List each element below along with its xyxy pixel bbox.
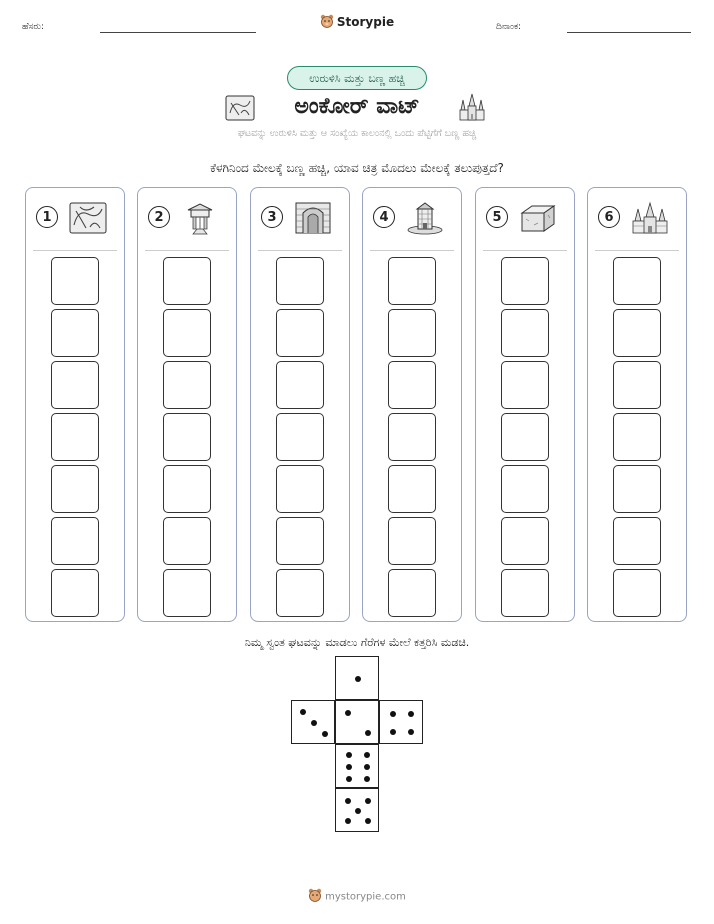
color-box[interactable] [163,361,211,409]
die-pip [311,720,317,726]
footer [0,888,714,905]
temple-gate-icon [180,201,220,235]
die-pip [365,818,371,824]
color-box[interactable] [388,361,436,409]
die-pip [390,729,396,735]
bear-mascot-icon [308,888,322,905]
column-number: 4 [373,206,395,228]
page-title: ಅಂಕೋರ್ ವಾಟ್ [294,94,420,119]
color-box[interactable] [276,309,324,357]
color-box[interactable] [388,517,436,565]
column-divider [33,250,117,251]
color-box[interactable] [613,569,661,617]
color-box[interactable] [51,257,99,305]
color-box[interactable] [613,257,661,305]
column-divider [370,250,454,251]
color-box[interactable] [51,569,99,617]
stone-block-icon [518,201,558,235]
column-2 [137,187,237,622]
color-box[interactable] [613,517,661,565]
color-box[interactable] [501,361,549,409]
carved-relief-icon [68,201,108,235]
subtitle: ಘಟವನ್ನು ಉರುಳಿಸಿ ಮತ್ತು ಆ ಸಂಖ್ಯೆಯ ಕಾಲಂನಲ್ಲಿ ಒಂದು ಪೆಟ್ಟಿಗೆಗೆ ಬಣ್ಣ ಹಚ್ಚಿ [237,128,477,139]
column-divider [595,250,679,251]
color-box[interactable] [163,309,211,357]
column-number: 5 [486,206,508,228]
brand-name: Storypie [336,15,395,29]
die-pip [365,730,371,736]
color-box[interactable] [501,517,549,565]
die-pip [365,798,371,804]
die-pip [346,752,352,758]
column-divider [145,250,229,251]
color-box[interactable] [163,569,211,617]
column-divider [483,250,567,251]
die-pip [346,776,352,782]
column-1 [25,187,125,622]
column-number: 1 [36,206,58,228]
color-box[interactable] [501,569,549,617]
die-pip [345,818,351,824]
die-pip [390,711,396,717]
color-box[interactable] [501,257,549,305]
color-box[interactable] [613,309,661,357]
color-box[interactable] [276,569,324,617]
die-pip [345,710,351,716]
color-box[interactable] [276,465,324,513]
color-box[interactable] [276,413,324,461]
die-pip [408,729,414,735]
column-6 [587,187,687,622]
color-box[interactable] [388,413,436,461]
date-line[interactable] [567,32,691,33]
die-pip [300,709,306,715]
color-box[interactable] [613,361,661,409]
date-label: ದಿನಾಂಕ: [496,22,522,32]
die-pip [364,776,370,782]
die-pip [408,711,414,717]
color-box[interactable] [276,257,324,305]
die-pip [355,676,361,682]
brand-logo [0,14,714,31]
stone-tower-icon [405,201,445,235]
stone-corridor-icon [293,201,333,235]
angkor-wat-temple-icon [457,92,487,122]
cut-instruction: ನಿಮ್ಮ ಸ್ವಂತ ಘಟವನ್ನು ಮಾಡಲು ಗೆರೆಗಳ ಮೇಲೆ ಕತ್ತರಿಸಿ ಮಡಚಿ. [244,636,470,649]
die-pip [364,764,370,770]
color-box[interactable] [51,517,99,565]
color-box[interactable] [51,309,99,357]
color-box[interactable] [163,465,211,513]
color-box[interactable] [613,413,661,461]
die-face-4 [379,700,423,744]
activity-badge: ಉರುಳಿಸಿ ಮತ್ತು ಬಣ್ಣ ಹಚ್ಚಿ [287,66,427,90]
die-face-2 [335,700,379,744]
color-box[interactable] [276,361,324,409]
color-box[interactable] [163,413,211,461]
color-box[interactable] [163,257,211,305]
color-box[interactable] [388,257,436,305]
die-pip [345,798,351,804]
color-box[interactable] [388,569,436,617]
die-face-1 [335,656,379,700]
color-box[interactable] [613,465,661,513]
column-4 [362,187,462,622]
column-number: 6 [598,206,620,228]
column-5 [475,187,575,622]
color-box[interactable] [276,517,324,565]
die-face-3 [291,700,335,744]
die-face-5 [335,788,379,832]
color-box[interactable] [388,465,436,513]
color-box[interactable] [501,413,549,461]
name-label: ಹೆಸರು: [22,22,45,32]
name-line[interactable] [100,32,256,33]
die-face-6 [335,744,379,788]
angkor-wat-temple-icon [630,201,670,235]
color-box[interactable] [51,465,99,513]
column-number: 3 [261,206,283,228]
color-box[interactable] [51,361,99,409]
column-divider [258,250,342,251]
bear-mascot-icon [320,14,334,31]
die-pip [364,752,370,758]
column-number: 2 [148,206,170,228]
color-box[interactable] [388,309,436,357]
die-pip [322,731,328,737]
footer-url[interactable]: mystorypie.com [325,891,406,903]
color-box[interactable] [501,465,549,513]
die-pip [346,764,352,770]
die-pip [355,808,361,814]
color-box[interactable] [163,517,211,565]
color-box[interactable] [501,309,549,357]
column-3 [250,187,350,622]
instruction: ಕೆಳಗಿನಿಂದ ಮೇಲಕ್ಕೆ ಬಣ್ಣ ಹಚ್ಚಿ, ಯಾವ ಚಿತ್ರ ಮೊದಲು ಮೇಲಕ್ಕೆ ತಲುಪುತ್ತದೆ? [210,161,504,175]
color-box[interactable] [51,413,99,461]
